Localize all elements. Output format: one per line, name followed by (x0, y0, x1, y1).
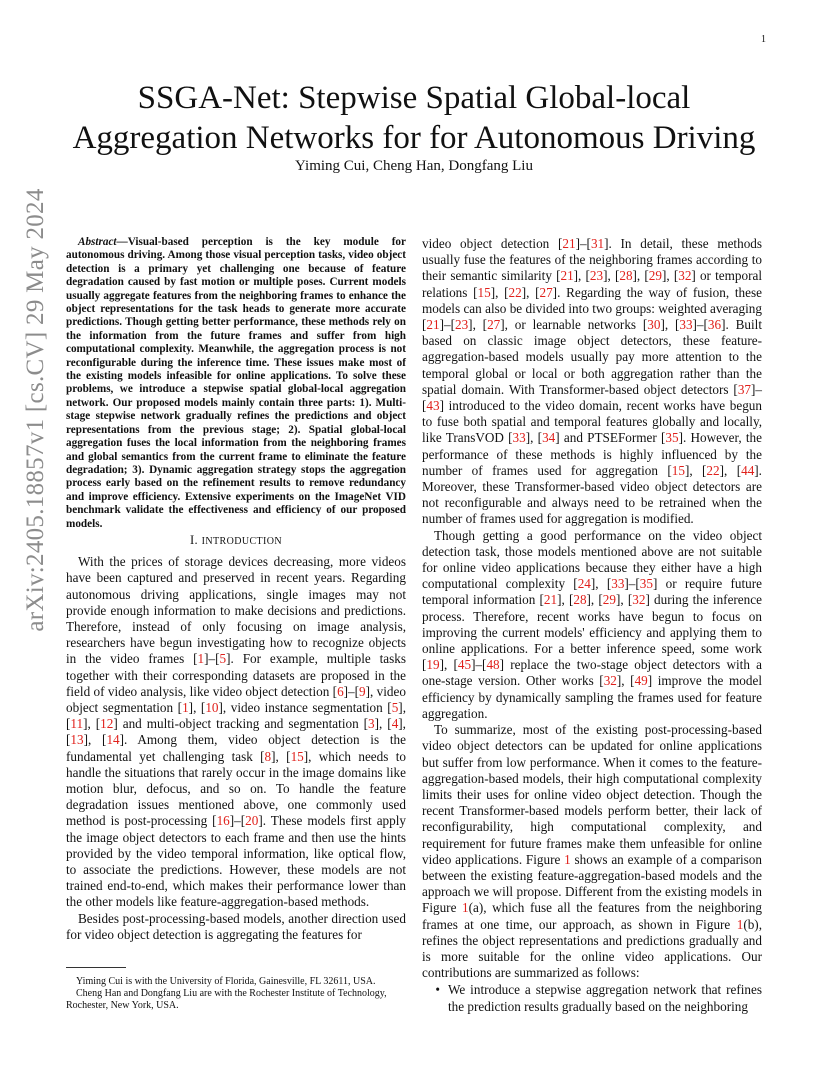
citation-link[interactable]: 33 (512, 430, 526, 446)
right-paragraph-1: video object detection [21]–[31]. In detail, these methods usually fuse the features of the neighboring frames according to their semantic similarity [21], [23], [28], [29], [32] or temporal relations [15], [22], [27]. Regarding the way of fusion, these models can also be divided into two groups: weighted averaging [21]–[23], [27], or learnable networks [30], [33]–[36]. Built based on classic image object detectors, these feature-aggregation-based models usually pay more attention to the temporal global or local or both aggregation rather than the spatial domain. With Transformer-based object detectors [37]–[43] introduced to the video domain, recent works have begun to fuse both spatial and temporal features globally and locally, like TransVOD [33], [34] and PTSEFormer [35]. However, the performance of these methods is highly influenced by the number of frames used for aggregation [15], [22], [44]. Moreover, these Transformer-based video object detectors are not reconfigurable and always need to be retrained when the number of frames used for aggregation is modified. (422, 236, 763, 527)
citation-link[interactable]: 23 (589, 268, 604, 284)
citation-link[interactable]: 15 (671, 462, 685, 478)
footnotes (66, 976, 406, 1012)
bullet-marker: • (435, 982, 440, 998)
citation-link[interactable]: 31 (590, 236, 605, 251)
citation-link[interactable]: 35 (665, 430, 679, 446)
citation-link[interactable]: 29 (648, 268, 662, 284)
citation-link[interactable]: 6 (337, 683, 344, 699)
page-number: 1 (761, 34, 766, 45)
citation-link[interactable]: 4 (391, 716, 399, 732)
citation-link[interactable]: 48 (486, 657, 500, 673)
citation-link[interactable]: 5 (219, 651, 227, 667)
citation-link[interactable]: 22 (706, 462, 720, 478)
section-number: I. (189, 532, 199, 547)
citation-link[interactable]: 49 (634, 673, 648, 689)
citation-link[interactable]: 24 (577, 576, 591, 592)
abstract-text: —Visual-based perception is the key module for autonomous driving. Among those visual perception tasks, video object detection is a primary yet challenging one because of feature degradation caused by fast motion or multiple poses. Current models usually aggregate features from the neighboring frames to enhance the object representations for the task heads to generate more accurate predictions. Though getting better performance, these methods rely on the information from the future frames and suffer from high computational complexity. Meanwhile, the aggregation process is not reconfigurable during the inference time. These issues make most of the existing models infeasible for online applications. To solve these problems, we introduce a stepwise spatial global-local aggregation network. Our proposed models mainly contain three parts: 1). Multi-stage stepwise network gradually refines the predictions and object representations from the previous stage; 2). Spatial global-local aggregation fuses the local information from the neighboring frames and global semantics from the current frame to eliminate the feature degradation; 3). Dynamic aggregation strategy stops the aggregation process early based on the refinement results to remove redundancy and improve efficiency. Extensive experiments on the ImageNet VID benchmark validate the effectiveness and efficiency of our proposed models. (66, 236, 406, 530)
citation-link[interactable]: 8 (264, 748, 272, 764)
citation-link[interactable]: 1 (182, 699, 189, 715)
citation-link[interactable]: 1 (736, 916, 744, 932)
citation-link[interactable]: 23 (454, 317, 469, 333)
citation-link[interactable]: 19 (426, 657, 440, 673)
citation-link[interactable]: 15 (477, 284, 491, 300)
citation-link[interactable]: 1 (564, 851, 571, 867)
abstract (66, 236, 406, 531)
citation-link[interactable]: 13 (70, 732, 84, 748)
citation-link[interactable]: 14 (106, 732, 120, 748)
citation-link[interactable]: 43 (426, 398, 440, 414)
footnote-1: Yiming Cui is with the University of Florida, Gainesville, FL 32611, USA. (76, 976, 376, 987)
right-paragraph-3: To summarize, most of the existing post-processing-based video object detectors can be updated for online applications but suffer from low performance. When it comes to the feature-aggregation-based models, their high computational complexity limits their uses for online video object detection. Though the recent Transformer-based models perform better, their lack of reconfigurability, high computational complexity, and requirement for future frames make them unfeasible for online video applications. Figure 1 shows an example of a comparison between the existing feature-aggregation-based models and the approach we will propose. Different from the existing models in Figure 1(a), which fuse all the features from the neighboring frames at one time, our approach, as shown in Figure 1(b), refines the object representations and predictions gradually and is more suitable for the online video applications. Our contributions are summarized as follows: (422, 722, 762, 981)
bullet-text: We introduce a stepwise aggregation network that refines the prediction results gradually based on the neighboring (448, 982, 762, 1014)
citation-link[interactable]: 37 (737, 381, 751, 397)
citation-link[interactable]: 28 (573, 592, 587, 608)
left-column (66, 236, 406, 943)
citation-link[interactable]: 33 (679, 317, 693, 333)
citation-link[interactable]: 34 (542, 430, 556, 446)
citation-link[interactable]: 32 (678, 268, 692, 284)
right-column (422, 236, 762, 1015)
footnote-rule (66, 967, 126, 968)
citation-link[interactable]: 27 (539, 284, 553, 300)
citation-link[interactable]: 3 (368, 716, 375, 732)
paper-title: SSGA-Net: Stepwise Spatial Global-local Aggregation Networks for for Autonomous Driving (72, 80, 756, 156)
citation-link[interactable]: 21 (560, 268, 574, 284)
citation-link[interactable]: 1 (462, 900, 469, 916)
citation-link[interactable]: 36 (707, 317, 722, 333)
citation-link[interactable]: 29 (602, 592, 616, 608)
citation-link[interactable]: 32 (603, 673, 617, 689)
citation-link[interactable]: 16 (216, 813, 230, 829)
citation-link[interactable]: 20 (245, 813, 259, 829)
citation-link[interactable]: 30 (647, 317, 661, 333)
abstract-label: Abstract (78, 236, 117, 248)
section-heading (66, 532, 406, 550)
citation-link[interactable]: 35 (639, 576, 653, 592)
citation-link[interactable]: 9 (359, 683, 366, 699)
section-title: INTRODUCTION (201, 535, 283, 547)
citation-link[interactable]: 44 (741, 462, 755, 478)
contribution-bullet (422, 982, 762, 1014)
citation-link[interactable]: 32 (632, 592, 646, 608)
citation-link[interactable]: 21 (543, 592, 558, 608)
citation-link[interactable]: 21 (426, 317, 440, 333)
citation-link[interactable]: 1 (197, 651, 205, 667)
citation-link[interactable]: 27 (487, 317, 501, 333)
citation-link[interactable]: 28 (619, 268, 633, 284)
citation-link[interactable]: 12 (100, 716, 114, 732)
citation-link[interactable]: 10 (205, 699, 219, 715)
intro-paragraph-1: With the prices of storage devices decreasing, more videos have been captured and preserved in recent years. Regarding autonomous driving applications, single images may not provide enough information to make decisions and predictions. Therefore, instead of only focusing on image analysis, researchers have begun investigating how to recognize objects in the video frames [1]–[5]. For example, multiple tasks together with their corresponding datasets are proposed in the field of video analysis, like video object detection [6]–[9], video object segmentation [1], [10], video instance segmentation [5], [11], [12] and multi-object tracking and segmentation [3], [4], [13], [14]. Among them, video object detection is the fundamental yet challenging task [8], [15], which needs to handle the situations that rarely occur in the image domains like motion blur, defocus, and so on. To handle the feature degradation issues mentioned above, one commonly used method is post-processing [16]–[20]. These models first apply the image object detectors to each frame and then use the hints provided by the video temporal information, like optical flow, to associate the predictions. However, these models are not trained end-to-end, which makes their performance lower than the other models like feature-aggregation-based methods. (66, 554, 406, 910)
citation-link[interactable]: 21 (562, 236, 576, 251)
right-paragraph-2: Though getting a good performance on the video object detection task, those models mentioned above are not suitable for online video applications because they either have a high computational complexity [24], [33]–[35] or require future temporal information [21], [28], [29], [32] during the inference process. Therefore, recent works have begun to focus on improving the current models' efficiency and applying them to online applications. For a better inference speed, some work [19], [45]–[48] replace the two-stage object detectors with a one-stage version. Other works [32], [49] improve the model efficiency by dynamically sampling the frames used for feature aggregation. (422, 527, 762, 721)
citation-link[interactable]: 11 (70, 716, 84, 732)
arxiv-stamp: arXiv:2405.18857v1 [cs.CV] 29 May 2024 (22, 188, 49, 632)
citation-link[interactable]: 33 (611, 576, 625, 592)
intro-paragraph-2: Besides post-processing-based models, another direction used for video object detection is aggregating the features for (66, 910, 406, 942)
citation-link[interactable]: 15 (290, 748, 304, 764)
citation-link[interactable]: 45 (457, 657, 472, 673)
paper-authors: Yiming Cui, Cheng Han, Dongfang Liu (295, 158, 533, 174)
citation-link[interactable]: 22 (508, 284, 522, 300)
footnote-2: Cheng Han and Dongfang Liu are with the Rochester Institute of Technology, Rochester, New York, USA. (66, 988, 387, 1011)
citation-link[interactable]: 5 (391, 699, 399, 715)
